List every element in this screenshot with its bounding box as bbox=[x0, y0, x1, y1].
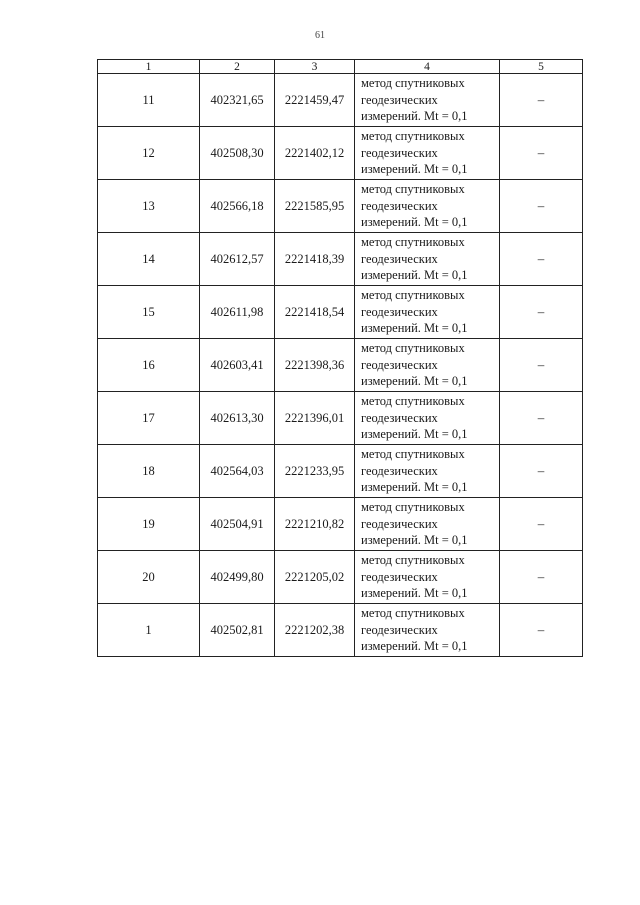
header-cell: 5 bbox=[500, 60, 583, 74]
method-line: метод спутниковых bbox=[361, 447, 465, 462]
point-number-cell: 12 bbox=[98, 127, 200, 180]
table-row bbox=[98, 445, 583, 498]
point-number-cell: 20 bbox=[98, 551, 200, 604]
method-line: геодезических bbox=[361, 92, 438, 107]
method-cell bbox=[355, 127, 500, 180]
method-line: измерений. Mt = 0,1 bbox=[361, 162, 468, 177]
table-row bbox=[98, 498, 583, 551]
method-cell bbox=[355, 233, 500, 286]
method-line: измерений. Mt = 0,1 bbox=[361, 374, 468, 389]
column-5-cell: – bbox=[500, 551, 583, 604]
method-line: геодезических bbox=[361, 357, 438, 372]
column-5-cell: – bbox=[500, 604, 583, 657]
y-coordinate-cell: 2221205,02 bbox=[275, 551, 355, 604]
method-cell bbox=[355, 498, 500, 551]
coordinates-table bbox=[97, 59, 583, 657]
point-number-cell: 11 bbox=[98, 74, 200, 127]
x-coordinate-cell: 402603,41 bbox=[200, 339, 275, 392]
x-coordinate-cell: 402504,91 bbox=[200, 498, 275, 551]
method-line: измерений. Mt = 0,1 bbox=[361, 639, 468, 654]
y-coordinate-cell: 2221398,36 bbox=[275, 339, 355, 392]
column-5-cell: – bbox=[500, 498, 583, 551]
y-coordinate-cell: 2221396,01 bbox=[275, 392, 355, 445]
method-line: метод спутниковых bbox=[361, 394, 465, 409]
x-coordinate-cell: 402499,80 bbox=[200, 551, 275, 604]
method-line: метод спутниковых bbox=[361, 76, 465, 91]
x-coordinate-cell: 402611,98 bbox=[200, 286, 275, 339]
column-5-cell: – bbox=[500, 74, 583, 127]
method-line: метод спутниковых bbox=[361, 288, 465, 303]
x-coordinate-cell: 402502,81 bbox=[200, 604, 275, 657]
point-number-cell: 16 bbox=[98, 339, 200, 392]
method-line: измерений. Mt = 0,1 bbox=[361, 215, 468, 230]
y-coordinate-cell: 2221418,54 bbox=[275, 286, 355, 339]
table-row bbox=[98, 286, 583, 339]
method-line: метод спутниковых bbox=[361, 341, 465, 356]
x-coordinate-cell: 402566,18 bbox=[200, 180, 275, 233]
header-cell: 1 bbox=[98, 60, 200, 74]
method-line: геодезических bbox=[361, 463, 438, 478]
x-coordinate-cell: 402564,03 bbox=[200, 445, 275, 498]
column-5-cell: – bbox=[500, 339, 583, 392]
method-line: геодезических bbox=[361, 516, 438, 531]
table-row bbox=[98, 74, 583, 127]
method-line: метод спутниковых bbox=[361, 129, 465, 144]
point-number-cell: 13 bbox=[98, 180, 200, 233]
page-number: 61 bbox=[315, 30, 325, 41]
point-number-cell: 15 bbox=[98, 286, 200, 339]
point-number-cell: 18 bbox=[98, 445, 200, 498]
method-cell bbox=[355, 74, 500, 127]
column-5-cell: – bbox=[500, 127, 583, 180]
column-5-cell: – bbox=[500, 180, 583, 233]
method-line: метод спутниковых bbox=[361, 553, 465, 568]
table-row bbox=[98, 604, 583, 657]
method-line: измерений. Mt = 0,1 bbox=[361, 109, 468, 124]
method-cell bbox=[355, 339, 500, 392]
method-cell bbox=[355, 604, 500, 657]
y-coordinate-cell: 2221402,12 bbox=[275, 127, 355, 180]
method-cell bbox=[355, 392, 500, 445]
method-line: геодезических bbox=[361, 251, 438, 266]
table-row bbox=[98, 233, 583, 286]
method-line: измерений. Mt = 0,1 bbox=[361, 480, 468, 495]
method-line: геодезических bbox=[361, 198, 438, 213]
point-number-cell: 19 bbox=[98, 498, 200, 551]
method-line: геодезических bbox=[361, 145, 438, 160]
y-coordinate-cell: 2221233,95 bbox=[275, 445, 355, 498]
method-cell bbox=[355, 551, 500, 604]
x-coordinate-cell: 402321,65 bbox=[200, 74, 275, 127]
method-line: метод спутниковых bbox=[361, 500, 465, 515]
table-row bbox=[98, 392, 583, 445]
method-line: измерений. Mt = 0,1 bbox=[361, 586, 468, 601]
method-line: метод спутниковых bbox=[361, 182, 465, 197]
method-cell bbox=[355, 180, 500, 233]
point-number-cell: 17 bbox=[98, 392, 200, 445]
column-5-cell: – bbox=[500, 286, 583, 339]
x-coordinate-cell: 402508,30 bbox=[200, 127, 275, 180]
y-coordinate-cell: 2221418,39 bbox=[275, 233, 355, 286]
header-cell: 3 bbox=[275, 60, 355, 74]
column-5-cell: – bbox=[500, 233, 583, 286]
point-number-cell: 14 bbox=[98, 233, 200, 286]
table-row bbox=[98, 127, 583, 180]
method-line: метод спутниковых bbox=[361, 606, 465, 621]
column-5-cell: – bbox=[500, 392, 583, 445]
point-number-cell: 1 bbox=[98, 604, 200, 657]
x-coordinate-cell: 402613,30 bbox=[200, 392, 275, 445]
table-row bbox=[98, 551, 583, 604]
y-coordinate-cell: 2221459,47 bbox=[275, 74, 355, 127]
column-5-cell: – bbox=[500, 445, 583, 498]
y-coordinate-cell: 2221202,38 bbox=[275, 604, 355, 657]
header-cell: 4 bbox=[355, 60, 500, 74]
header-cell: 2 bbox=[200, 60, 275, 74]
method-line: метод спутниковых bbox=[361, 235, 465, 250]
table-row bbox=[98, 180, 583, 233]
y-coordinate-cell: 2221585,95 bbox=[275, 180, 355, 233]
method-line: измерений. Mt = 0,1 bbox=[361, 533, 468, 548]
table-row bbox=[98, 339, 583, 392]
method-line: геодезических bbox=[361, 410, 438, 425]
table-header-row bbox=[98, 60, 583, 74]
method-line: измерений. Mt = 0,1 bbox=[361, 427, 468, 442]
method-line: геодезических bbox=[361, 622, 438, 637]
method-cell bbox=[355, 286, 500, 339]
x-coordinate-cell: 402612,57 bbox=[200, 233, 275, 286]
method-line: геодезических bbox=[361, 304, 438, 319]
method-line: измерений. Mt = 0,1 bbox=[361, 268, 468, 283]
method-line: геодезических bbox=[361, 569, 438, 584]
method-line: измерений. Mt = 0,1 bbox=[361, 321, 468, 336]
y-coordinate-cell: 2221210,82 bbox=[275, 498, 355, 551]
method-cell bbox=[355, 445, 500, 498]
